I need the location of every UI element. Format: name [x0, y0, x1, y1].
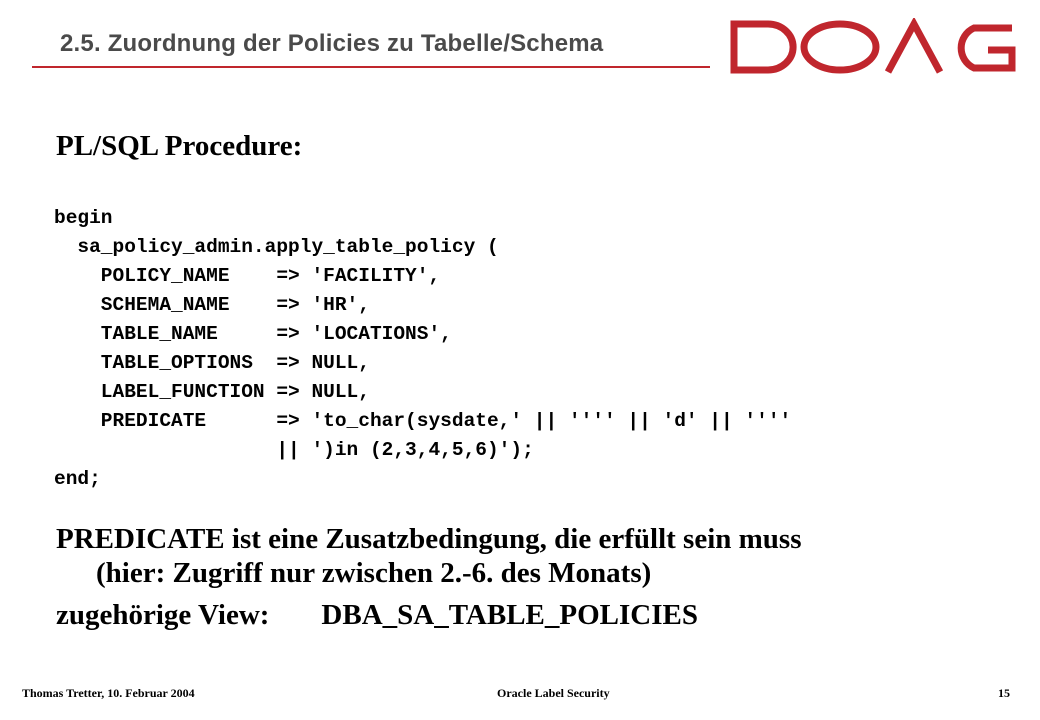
- doag-logo: [728, 18, 1018, 76]
- footer-author-date: Thomas Tretter, 10. Februar 2004: [22, 686, 195, 700]
- code-line: end;: [54, 468, 101, 490]
- code-block: [54, 204, 791, 494]
- code-line: LABEL_FUNCTION => NULL,: [54, 381, 370, 403]
- footer-page-number: 15: [998, 686, 1010, 700]
- code-line: sa_policy_admin.apply_table_policy (: [54, 236, 499, 258]
- view-line: [56, 598, 698, 632]
- code-line: SCHEMA_NAME => 'HR',: [54, 294, 370, 316]
- view-label: zugehörige View:: [56, 599, 270, 631]
- code-line: POLICY_NAME => 'FACILITY',: [54, 265, 441, 287]
- footer-topic: Oracle Label Security: [497, 686, 610, 700]
- code-line: TABLE_OPTIONS => NULL,: [54, 352, 370, 374]
- section-heading: PL/SQL Procedure:: [56, 130, 303, 162]
- view-name: DBA_SA_TABLE_POLICIES: [321, 599, 698, 631]
- code-line: TABLE_NAME => 'LOCATIONS',: [54, 323, 452, 345]
- code-line: begin: [54, 207, 113, 229]
- predicate-example: (hier: Zugriff nur zwischen 2.-6. des Monats): [96, 557, 652, 589]
- code-line: || ')in (2,3,4,5,6)');: [54, 439, 534, 461]
- code-line: PREDICATE => 'to_char(sysdate,' || '''' || 'd' || '''': [54, 410, 792, 432]
- predicate-description: PREDICATE ist eine Zusatzbedingung, die erfüllt sein muss: [56, 523, 802, 555]
- slide-title: 2.5. Zuordnung der Policies zu Tabelle/Schema: [60, 30, 604, 57]
- title-underline: [32, 66, 710, 68]
